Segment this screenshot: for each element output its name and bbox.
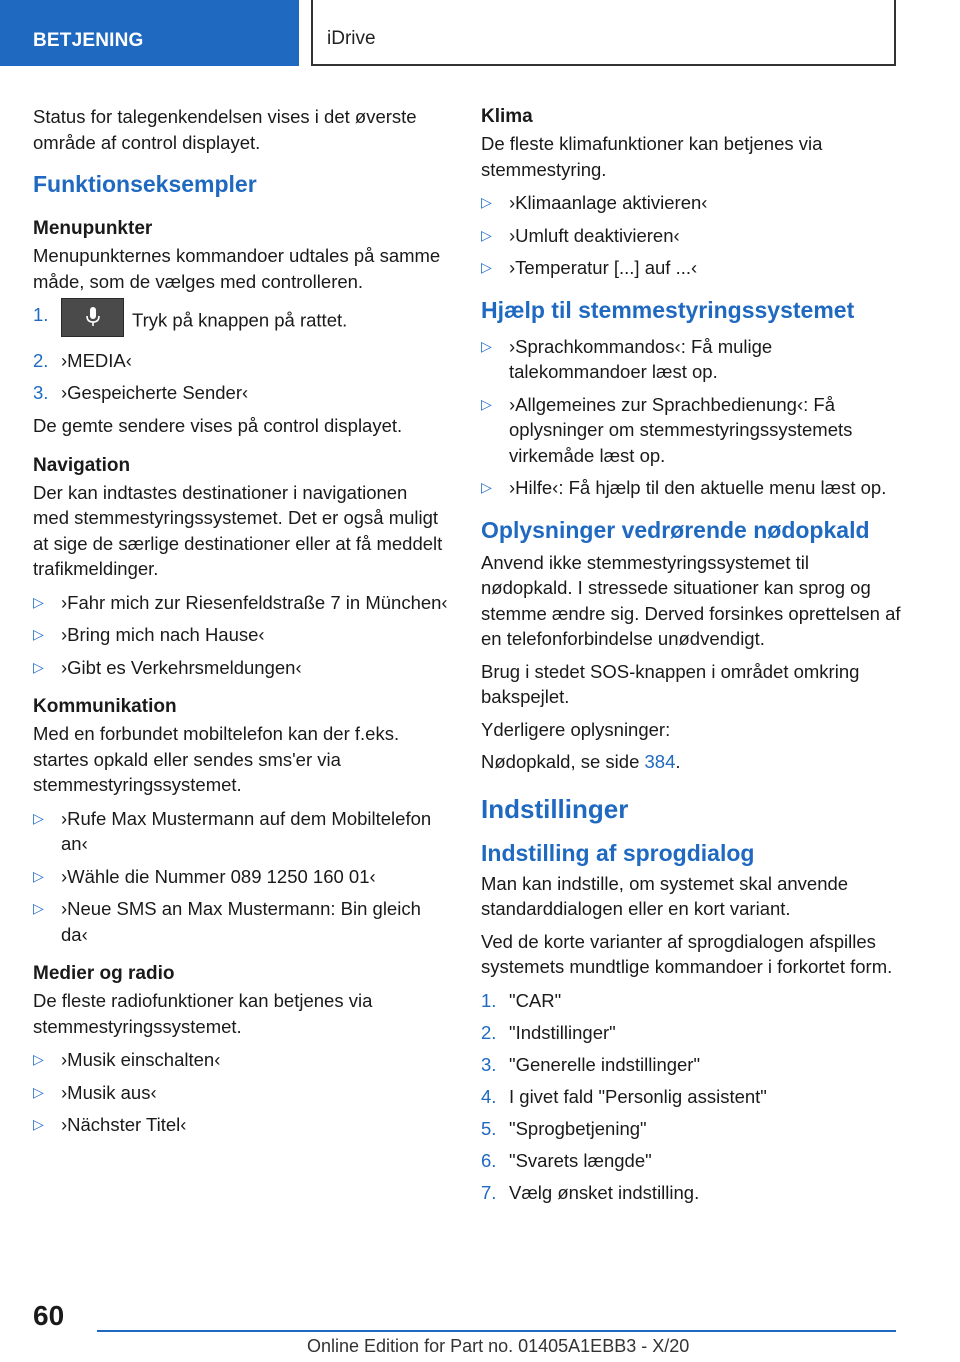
media-list bbox=[33, 1047, 448, 1138]
bullet-triangle-icon: ▷ bbox=[481, 479, 492, 495]
settings-steps bbox=[481, 988, 901, 1206]
list-item: ▷ ›Umluft deaktivieren‹ bbox=[481, 223, 901, 249]
list-item: ▷ ›Gibt es Verkehrsmeldungen‹ bbox=[33, 655, 448, 681]
settings-text-2: Ved de korte varianter af sprogdialogen afspilles systemets mundtlige kommandoer i forkortet form. bbox=[481, 930, 893, 977]
media-text: De fleste radiofunktioner kan betjenes via stemmestyringssystemet. bbox=[33, 990, 373, 1037]
list-item: 2. "Indstillinger" bbox=[481, 1021, 616, 1043]
list-item: ▷ ›Sprachkommandos‹: Få mulige talekommandoer læst op. bbox=[481, 335, 773, 382]
page-number: 60 bbox=[33, 1300, 65, 1331]
climate-list bbox=[481, 190, 901, 281]
list-item: 3. "Generelle indstillinger" bbox=[481, 1053, 701, 1075]
bullet-triangle-icon: ▷ bbox=[481, 259, 492, 275]
heading-help: Hjælp til stemmestyringssystemet bbox=[481, 296, 855, 323]
bullet-triangle-icon: ▷ bbox=[33, 626, 44, 642]
bullet-triangle-icon: ▷ bbox=[33, 1051, 44, 1067]
communication-list bbox=[33, 806, 448, 948]
list-item: ▷ ›Wähle die Nummer 089 1250 160 01‹ bbox=[33, 864, 448, 890]
heading-media: Medier og radio bbox=[33, 963, 175, 984]
list-item: ▷ ›Hilfe‹: Få hjælp til den aktuelle menu læst op. bbox=[481, 475, 901, 501]
heading-examples: Funktionseksempler bbox=[33, 171, 257, 197]
heading-emergency: Oplysninger vedrørende nødopkald bbox=[481, 516, 870, 543]
list-item: ▷ ›Neue SMS an Max Mustermann: Bin gleich da‹ bbox=[33, 898, 421, 945]
list-item: 7. Vælg ønsket indstilling. bbox=[481, 1181, 700, 1203]
heading-navigation: Navigation bbox=[33, 454, 131, 476]
list-item: 2. ›MEDIA‹ bbox=[33, 349, 132, 371]
menu-after-text: De gemte sendere vises på control displayet. bbox=[33, 415, 403, 436]
right-column bbox=[481, 104, 901, 1213]
settings-text-1: Man kan indstille, om systemet skal anvende standarddialogen eller en kort variant. bbox=[481, 872, 849, 919]
navigation-list bbox=[33, 590, 448, 681]
voice-button bbox=[61, 298, 124, 337]
climate-text: De fleste klimafunktioner kan betjenes via stemmestyring. bbox=[481, 133, 823, 180]
menu-text: Menupunkternes kommandoer udtales på samme måde, som de vælges med controlleren. bbox=[33, 245, 441, 292]
microphone-icon bbox=[86, 307, 100, 329]
bullet-triangle-icon: ▷ bbox=[481, 395, 492, 412]
page-link[interactable]: 384 bbox=[644, 751, 676, 772]
bullet-triangle-icon: ▷ bbox=[33, 1116, 44, 1132]
heading-climate: Klima bbox=[481, 106, 533, 127]
emergency-text-2: Brug i stedet SOS-knappen i området omkring bakspejlet. bbox=[481, 660, 860, 707]
menu-steps bbox=[33, 302, 448, 405]
list-item: ▷ ›Musik einschalten‹ bbox=[33, 1047, 448, 1073]
bullet-triangle-icon: ▷ bbox=[33, 593, 44, 610]
left-column bbox=[33, 104, 448, 1148]
bullet-triangle-icon: ▷ bbox=[33, 809, 44, 826]
heading-menu: Menupunkter bbox=[33, 218, 153, 239]
list-item: 1. Tryk på knappen på rattet. bbox=[33, 302, 448, 341]
list-item: 6. "Svarets længde" bbox=[481, 1149, 652, 1171]
bullet-triangle-icon: ▷ bbox=[33, 658, 44, 675]
emergency-text-1: Anvend ikke stemmestyringssystemet til nødopkald. I stressede situationer kan sprog og stemme ændre sig. Derved forsinkes oprettelsen af en telefonforbindelse unødvendigt. bbox=[481, 551, 901, 649]
bullet-triangle-icon: ▷ bbox=[33, 900, 44, 916]
list-item: 3. ›Gespeicherte Sender‹ bbox=[33, 381, 249, 403]
heading-speech-dialog: Indstilling af sprogdialog bbox=[481, 839, 755, 866]
heading-communication: Kommunikation bbox=[33, 696, 177, 717]
list-item: 1. "CAR" bbox=[481, 989, 562, 1011]
bullet-triangle-icon: ▷ bbox=[481, 337, 492, 354]
chapter-header bbox=[311, 0, 896, 66]
bullet-triangle-icon: ▷ bbox=[481, 226, 492, 243]
heading-settings: Indstillinger bbox=[481, 793, 629, 824]
communication-text: Med en forbundet mobiltelefon kan der f.eks. startes opkald eller sendes sms'er via stemmestyringssystemet. bbox=[33, 723, 400, 795]
section-tab bbox=[0, 0, 299, 66]
bullet-triangle-icon: ▷ bbox=[33, 1083, 44, 1100]
bullet-triangle-icon: ▷ bbox=[481, 194, 492, 210]
list-item: ▷ ›Rufe Max Mustermann auf dem Mobiltelefon an‹ bbox=[33, 807, 432, 854]
navigation-text: Der kan indtastes destinationer i navigationen med stemmestyringssystemet. Det er også muligt at sige de særlige destinationer eller at få meddelt trafikmeldinger. bbox=[33, 481, 443, 579]
list-item: ▷ ›Allgemeines zur Sprachbedienung‹: Få oplysninger om stemmestyringssystemets virkemåde læst op. bbox=[481, 393, 853, 466]
footer-edition: Online Edition for Part no. 01405A1EBB3 - X/20 bbox=[307, 1336, 690, 1356]
list-item: 4. I givet fald "Personlig assistent" bbox=[481, 1085, 767, 1107]
list-item: ▷ ›Nächster Titel‹ bbox=[33, 1112, 448, 1138]
list-item: ▷ ›Musik aus‹ bbox=[33, 1080, 448, 1106]
list-item: ▷ ›Fahr mich zur Riesenfeldstraße 7 in München‹ bbox=[33, 590, 448, 616]
footer-divider bbox=[97, 1330, 896, 1332]
emergency-reference: Nødopkald, se side 384. bbox=[481, 751, 681, 772]
intro-text: Status for talegenkendelsen vises i det øverste område af control displayet. bbox=[33, 106, 417, 153]
chapter-title: iDrive bbox=[327, 28, 376, 49]
help-list bbox=[481, 334, 901, 501]
bullet-triangle-icon: ▷ bbox=[33, 867, 44, 884]
list-item: ▷ ›Klimaanlage aktivieren‹ bbox=[481, 190, 901, 216]
list-item: ▷ ›Temperatur [...] auf ...‹ bbox=[481, 255, 901, 281]
emergency-text-3: Yderligere oplysninger: bbox=[481, 718, 671, 740]
list-item: 5. "Sprogbetjening" bbox=[481, 1117, 647, 1139]
section-title: BETJENING bbox=[33, 30, 144, 51]
list-item: ▷ ›Bring mich nach Hause‹ bbox=[33, 622, 448, 648]
